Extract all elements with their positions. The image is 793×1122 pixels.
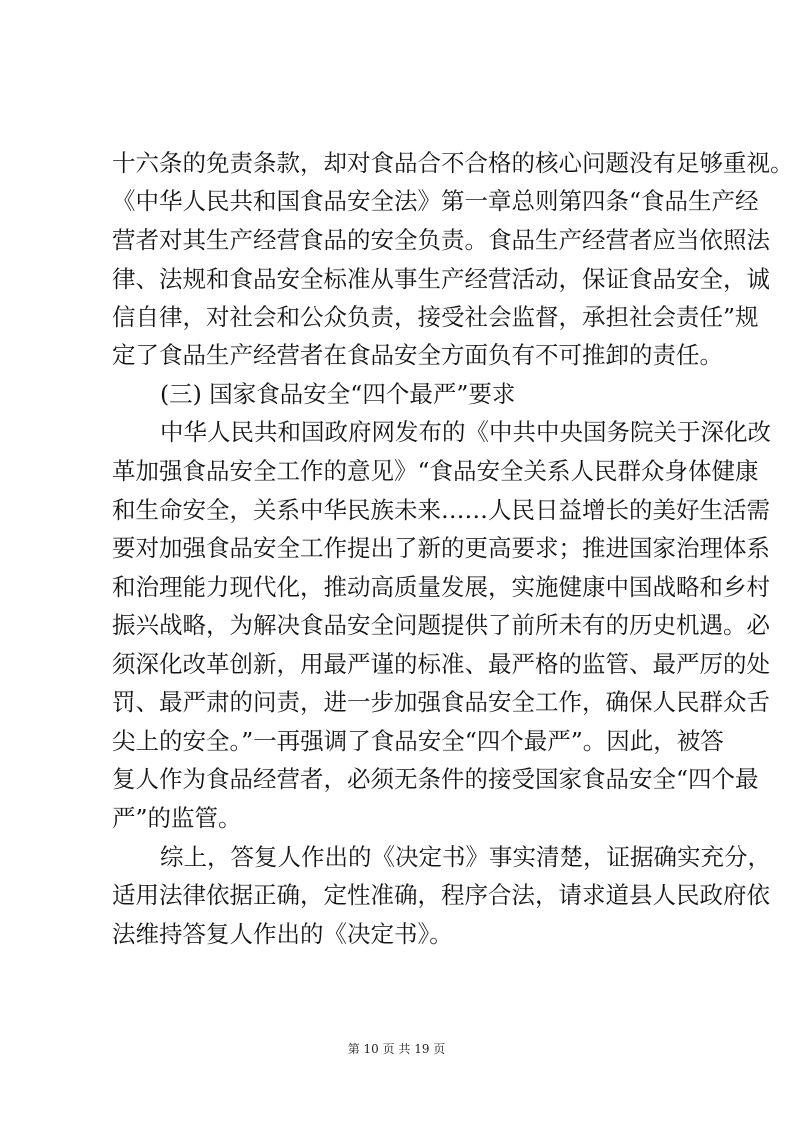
paragraph-line: 信自律，对社会和公众负责，接受社会监督，承担社会责任”规 [112,303,759,331]
page-footer: 第 10 页 共 19 页 [347,1042,446,1056]
paragraph-line: 尖上的安全。”一再强调了食品安全“四个最严”。因此，被答 [112,727,724,755]
paragraph-line: 须深化改革创新，用最严谨的标准、最严格的监管、最严厉的处 [112,650,770,678]
paragraph-line: 复人作为食品经营者，必须无条件的接受国家食品安全“四个最 [112,765,759,793]
paragraph-line: (三) 国家食品安全“四个最严”要求 [160,380,516,408]
paragraph-line: 中华人民共和国政府网发布的《中共中央国务院关于深化改 [160,418,771,446]
paragraph-line: 罚、最严肃的问责，进一步加强食品安全工作，确保人民群众舌 [112,688,770,716]
paragraph-line: 法维持答复人作出的《决定书》。 [112,920,453,948]
paragraph-line: 《中华人民共和国食品安全法》第一章总则第四条“食品生产经 [112,187,759,215]
paragraph-line: 律、法规和食品安全标准从事生产经营活动，保证食品安全，诚 [112,265,770,293]
paragraph-line: 适用法律依据正确，定性准确，程序合法，请求道县人民政府依 [112,881,770,909]
paragraph-line: 定了食品生产经营者在食品安全方面负有不可推卸的责任。 [112,341,723,369]
paragraph-line: 综上，答复人作出的《决定书》事实清楚，证据确实充分， [160,843,771,871]
paragraph-line: 和生命安全，关系中华民族未来……人民日益增长的美好生活需 [112,496,770,524]
paragraph-line: 振兴战略，为解决食品安全问题提供了前所未有的历史机遇。必 [112,611,770,639]
paragraph-line: 十六条的免责条款，却对食品合不合格的核心问题没有足够重视。 [112,149,793,177]
paragraph-line: 和治理能力现代化，推动高质量发展，实施健康中国战略和乡村 [112,573,770,601]
paragraph-line: 营者对其生产经营食品的安全负责。食品生产经营者应当依照法 [112,226,770,254]
paragraph-line: 严”的监管。 [112,804,242,832]
paragraph-line: 要对加强食品安全工作提出了新的更高要求；推进国家治理体系 [112,534,770,562]
paragraph-line: 革加强食品安全工作的意见》“食品安全关系人民群众身体健康 [112,457,759,485]
